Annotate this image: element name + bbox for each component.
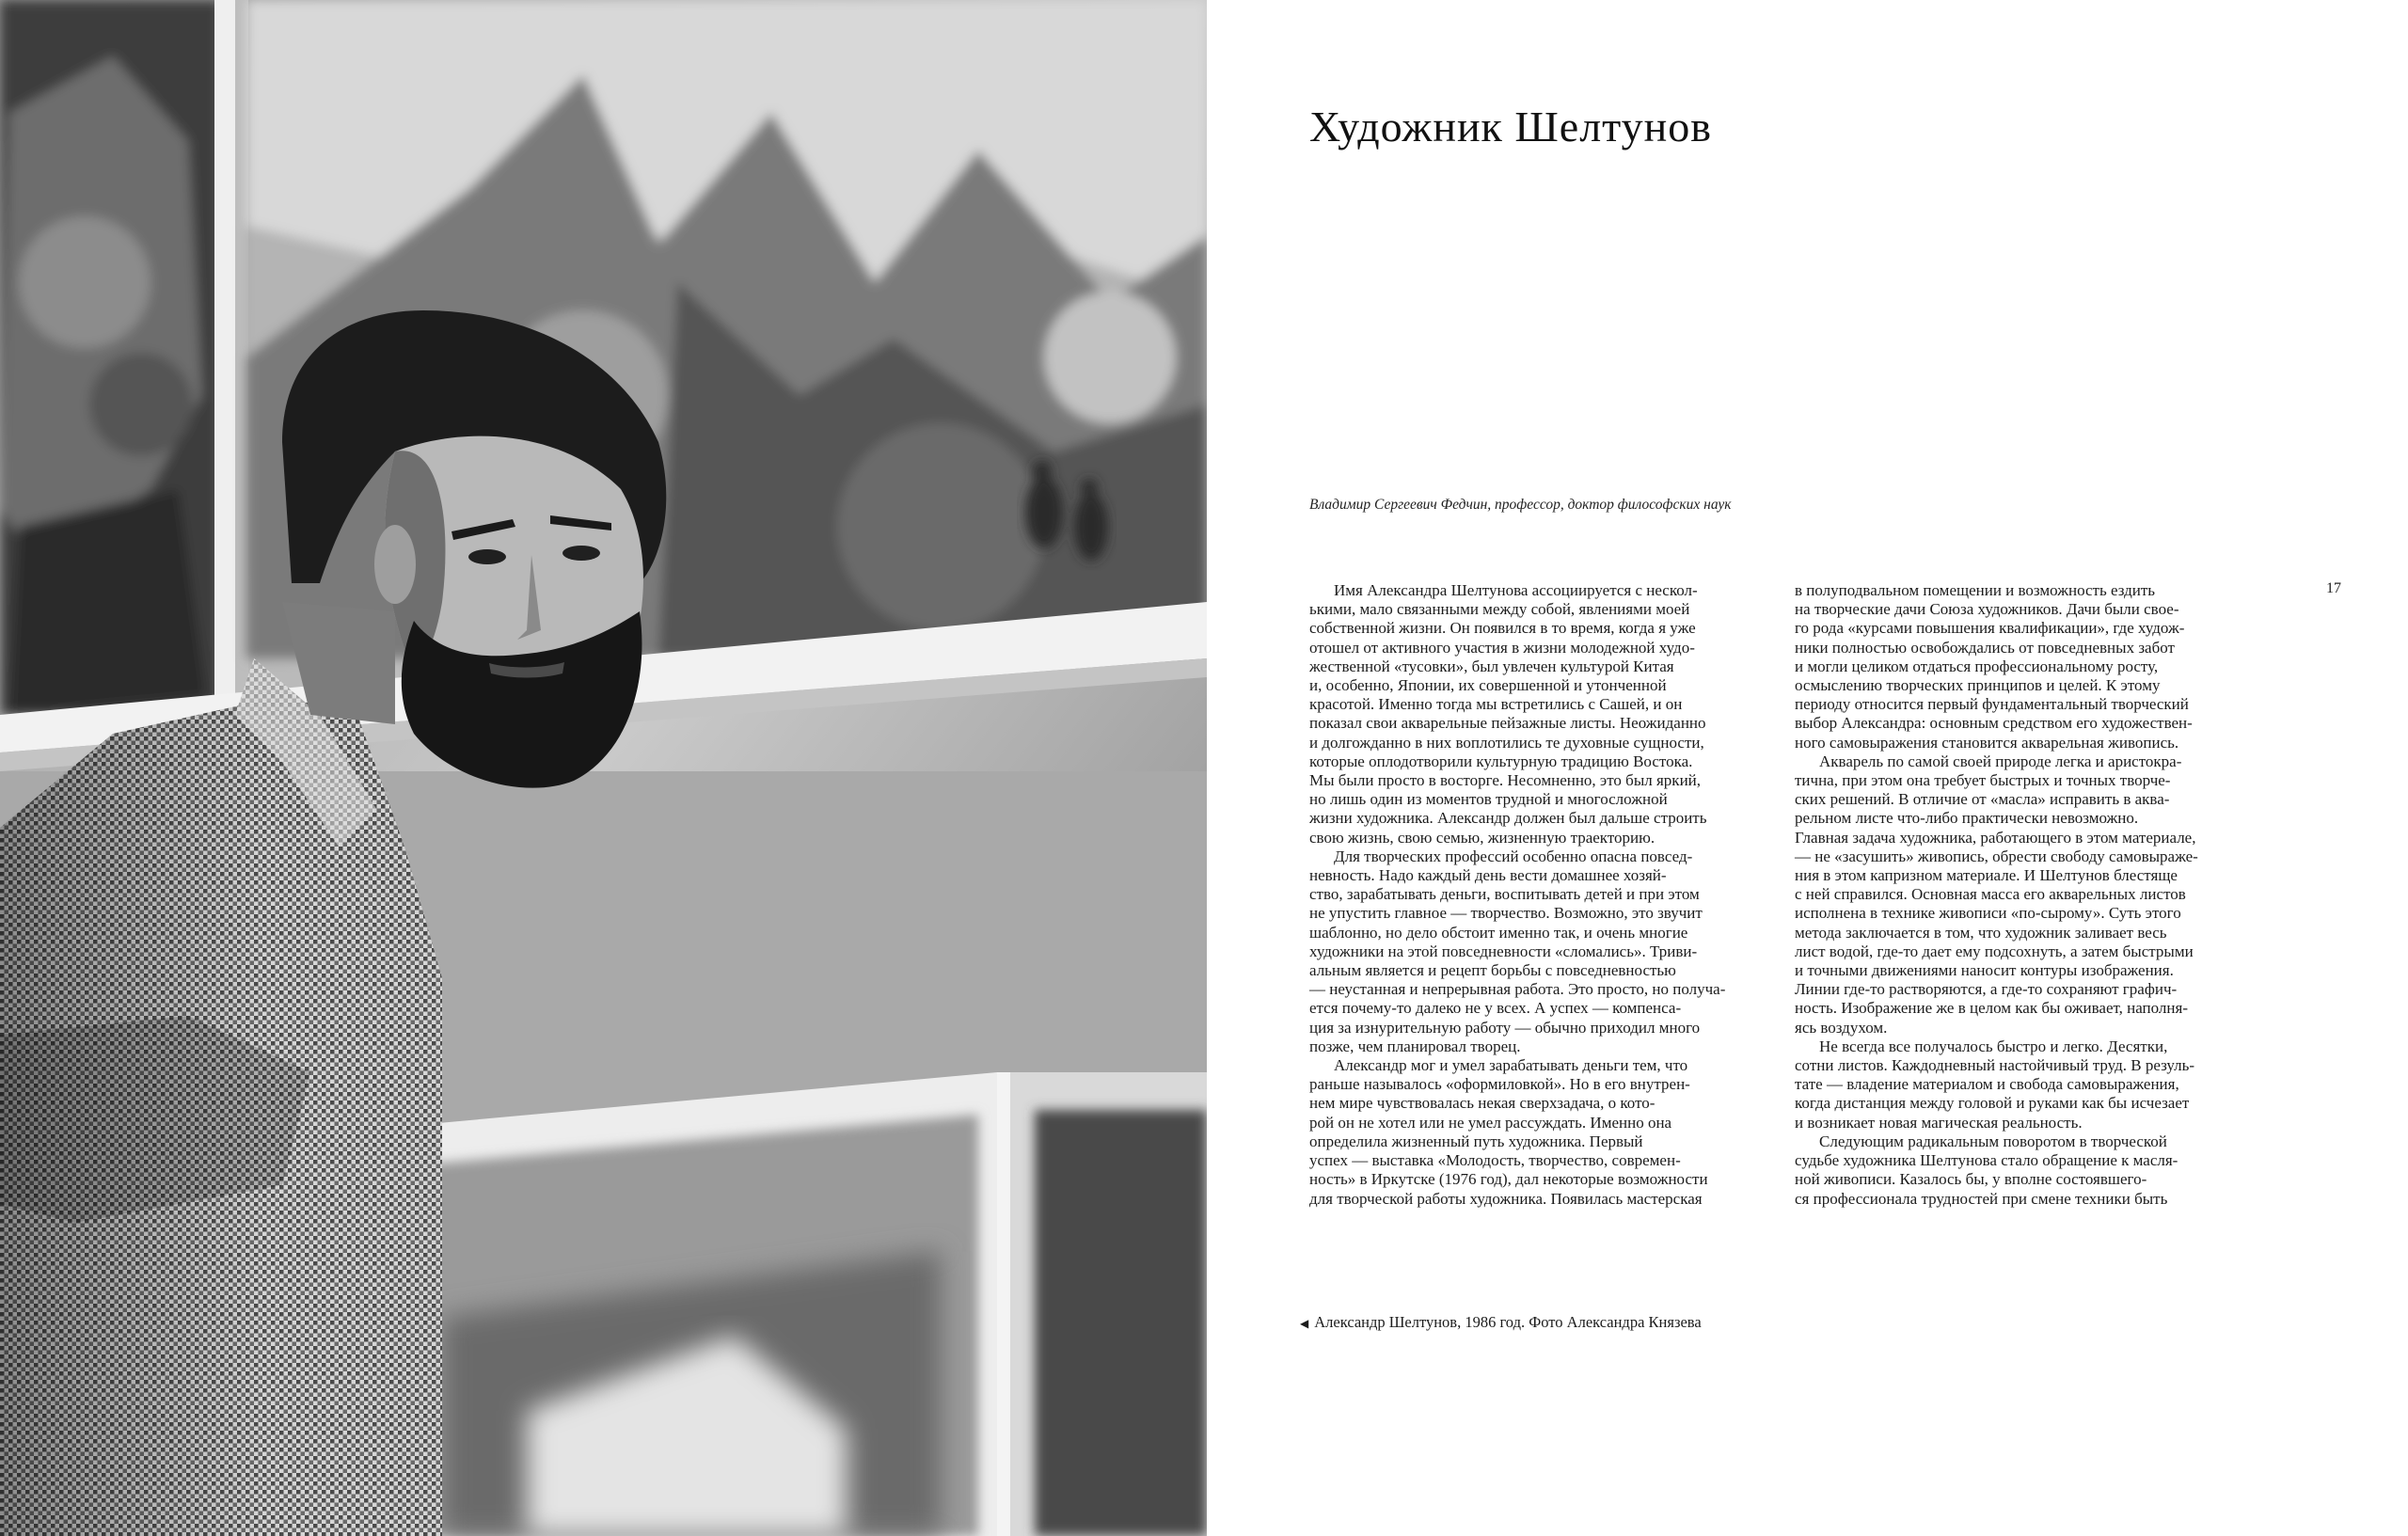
text-line: невность. Надо каждый день вести домашнее хозяй- (1309, 866, 1667, 885)
text-line: Для творческих профессий особенно опасна повсед- (1334, 847, 1693, 865)
text-line: красотой. Именно тогда мы встретились с Сашей, и он (1309, 695, 1683, 714)
text-line: — неустанная и непрерывная работа. Это просто, но получа- (1309, 980, 1726, 999)
text-line: выбор Александра: основным средством его художествен- (1795, 714, 2193, 733)
page-number: 17 (2326, 580, 2341, 596)
text-line: осмыслению творческих принципов и целей. К этому (1795, 676, 2161, 695)
text-line: художники на этой повседневности «сломались». Триви- (1309, 942, 1698, 960)
text-line: периоду относится первый фундаментальный творческий (1795, 695, 2189, 714)
text-line: ники полностью освобождались от повседневных забот (1795, 638, 2175, 657)
text-line: лист водой, где-то дает ему подсохнуть, а затем быстрыми (1795, 942, 2194, 960)
text-line: и могли целиком отдаться профессиональному росту, (1795, 657, 2159, 675)
paragraph (1309, 581, 1770, 847)
text-line: с ней справился. Основная масса его акварельных листов (1795, 885, 2186, 904)
text-line: тична, при этом она требует быстрых и точных творче- (1795, 771, 2171, 790)
text-line: в полуподвальном помещении и возможность ездить (1795, 581, 2156, 599)
text-line: Следующим радикальным поворотом в творческой (1819, 1132, 2167, 1150)
text-line: судьбе художника Шелтунова стало обращение к масля- (1795, 1151, 2178, 1170)
text-line: раньше называлось «оформиловкой». Но в его внутрен- (1309, 1075, 1690, 1094)
article-author: Владимир Сергеевич Федчин, профессор, доктор философских наук (1309, 497, 1732, 513)
text-line: ских решений. В отличие от «масла» исправить в аква- (1795, 790, 2170, 809)
text-line: показал свои акварельные пейзажные листы. Неожиданно (1309, 714, 1706, 733)
text-line: позже, чем планировал творец. (1309, 1037, 1521, 1055)
text-line: сотни листов. Каждодневный настойчивый труд. В резуль- (1795, 1056, 2195, 1075)
text-line: альным является и рецепт борьбы с повседневностью (1309, 961, 1676, 980)
paragraph (1795, 581, 2256, 752)
text-line: ной живописи. Казалось бы, у вполне состоявшего- (1795, 1170, 2147, 1189)
text-line: Линии где-то растворяются, а где-то сохраняют графич- (1795, 980, 2178, 999)
text-line: и, особенно, Японии, их совершенной и утонченной (1309, 676, 1667, 695)
text-line: ется почему-то далеко не у всех. А успех — компенса- (1309, 999, 1682, 1018)
text-line: ность. Изображение же в целом как бы оживает, наполня- (1795, 999, 2188, 1018)
text-line: определила жизненный путь художника. Первый (1309, 1132, 1643, 1150)
text-line: шаблонно, но дело обстоит именно так, и очень многие (1309, 923, 1688, 942)
text-line: исполнена в технике живописи «по-сырому». Суть этого (1795, 904, 2181, 923)
caption-arrow-icon: ◀ (1300, 1317, 1309, 1330)
paragraph (1795, 752, 2256, 1037)
paragraph (1795, 1037, 2256, 1132)
text-line: на творческие дачи Союза художников. Дачи были свое- (1795, 600, 2179, 619)
text-column-2 (1795, 581, 2256, 1209)
text-line: ся профессионала трудностей при смене техники быть (1795, 1189, 2168, 1208)
text-line: собственной жизни. Он появился в то время, когда я уже (1309, 619, 1696, 638)
text-line: и долгожданно в них воплотились те духовные сущности, (1309, 733, 1704, 752)
text-column-1 (1309, 581, 1770, 1209)
text-line: успех — выставка «Молодость, творчество, современ- (1309, 1151, 1681, 1170)
paragraph (1309, 1056, 1770, 1209)
text-line: жизни художника. Александр должен был дальше строить (1309, 809, 1707, 828)
text-line: Александр мог и умел зарабатывать деньги тем, что (1334, 1056, 1688, 1075)
text-line: отошел от активного участия в жизни молодежной худо- (1309, 638, 1695, 657)
text-line: и возникает новая магическая реальность. (1795, 1113, 2083, 1132)
text-line: свою жизнь, свою семью, жизненную траекторию. (1309, 828, 1656, 847)
text-line: ность» в Иркутске (1976 год), дал некоторые возможности (1309, 1170, 1708, 1189)
text-line: когда дистанция между головой и руками как бы исчезает (1795, 1094, 2190, 1113)
paragraph (1795, 1132, 2256, 1209)
text-line: для творческой работы художника. Появилась мастерская (1309, 1189, 1703, 1208)
article-title: Художник Шелтунов (1309, 103, 1713, 150)
text-line: тате — владение материалом и свобода самовыражения, (1795, 1075, 2179, 1094)
text-line: которые оплодотворили культурную традицию Востока. (1309, 752, 1693, 770)
text-line: ясь воздухом. (1795, 1018, 1888, 1037)
paragraph (1309, 847, 1770, 1056)
photo-caption (1300, 1313, 1702, 1332)
text-line: Акварель по самой своей природе легка и аристокра- (1819, 752, 2182, 770)
text-line: — не «засушить» живопись, обрести свободу самовыраже- (1795, 847, 2198, 865)
text-line: и точными движениями наносит контуры изображения. (1795, 961, 2174, 980)
text-line: ния в этом капризном материале. И Шелтунов блестяще (1795, 866, 2178, 885)
text-line: ькими, мало связанными между собой, явлениями моей (1309, 600, 1690, 619)
text-line: не упустить главное — творчество. Возможно, это звучит (1309, 904, 1703, 923)
text-line: Мы были просто в восторге. Несомненно, это был яркий, (1309, 771, 1702, 790)
text-line: го рода «курсами повышения квалификации», где худож- (1795, 619, 2185, 638)
text-line: рельном листе что-либо практически невозможно. (1795, 809, 2139, 828)
text-line: ство, зарабатывать деньги, воспитывать детей и при этом (1309, 885, 1700, 904)
text-line: нем мире чувствовалась некая сверхзадача, о кото- (1309, 1094, 1656, 1113)
text-line: ного самовыражения становится акварельная живопись. (1795, 733, 2179, 752)
text-line: ция за изнурительную работу — обычно приходил много (1309, 1018, 1701, 1037)
text-line: Главная задача художника, работающего в этом материале, (1795, 828, 2196, 847)
caption-text: Александр Шелтунов, 1986 год. Фото Александра Князева (1314, 1313, 1702, 1331)
text-line: но лишь один из моментов трудной и многосложной (1309, 790, 1668, 809)
text-line: Имя Александра Шелтунова ассоциируется с нескол- (1334, 581, 1698, 599)
text-line: Не всегда все получалось быстро и легко. Десятки, (1819, 1037, 2168, 1055)
text-line: рой он не хотел или не умел рассуждать. Именно она (1309, 1113, 1672, 1132)
text-line: жественной «тусовки», был увлечен культурой Китая (1309, 657, 1674, 675)
text-line: метода заключается в том, что художник заливает весь (1795, 923, 2167, 942)
